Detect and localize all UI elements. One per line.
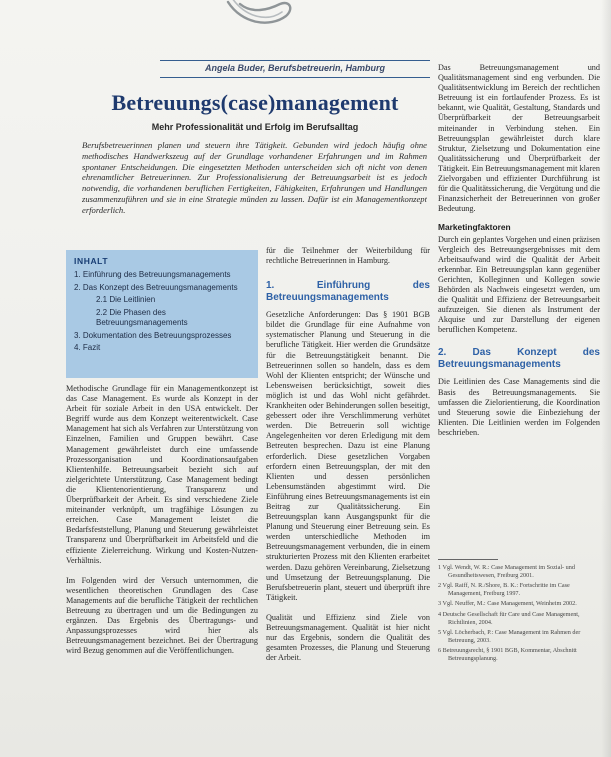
column-left [66, 384, 258, 752]
paperclip-icon [222, 0, 296, 34]
footnotes [438, 564, 598, 666]
footnote: 6 Betreuungsrecht, § 1901 BGB, Kommentar, Abschnitt Betreuungsplanung. [438, 647, 577, 662]
subsection-body: Durch ein geplantes Vorgehen und einen präzisen Vergleich des Betreuungsergebnisses mit dem Arbeitsaufwand wird die Qualität der Arbeit erkennbar. Ein Betreuungsplan kann gegenüber Gerichten, Kolleginnen und Kollegen sowie Behörden als Nachweis eingesetzt werden, um die Qualität und Effizienz der Betreuungsarbeit aufzuzeigen. Sie dienen als Instrument der Akquise und zur Darstellung der eigenen beruflichen Kompetenz. [438, 234, 600, 335]
toc-item: 4. Fazit [74, 343, 101, 352]
toc-item: 3. Dokumentation des Betreuungsprozesses [74, 330, 232, 340]
footnote: 4 Deutsche Gesellschaft für Care und Case Management, Richtlinien, 2004. [438, 610, 580, 626]
column-right-intro: Das Betreuungsmanagement und Qualitätsmanagement sind eng verbunden. Die Qualitätsentwicklung im Bereich der rechtlichen Betreuung ist ein fortlaufender Prozess. Es ist bekannt, wie Qualität, Gestaltung, Standards und Überprüfbarkeit der Betreuungsarbeit miteinander in Verbindung stehen. Ein Betreuungsplan gewährleistet durch klare Struktur, Zielsetzung und Dokumentation eine Qualitätssicherung und Überprüfbarkeit der Tätigkeit. Ein Betreuungsmanagement mit klaren Zielvorgaben und effizienter Durchführung ist für die Qualitätssicherung, die Vergütung und die Finanzsicherheit der Betreuerinnen von großer Bedeutung. [438, 63, 600, 214]
table-of-contents [66, 250, 258, 378]
article-subtitle: Mehr Professionalität und Erfolg im Berufsalltag [151, 122, 359, 132]
section-body: Die Leitlinien des Case Managements sind die Basis des Betreuungsmanagements. Sie umfassen die Zielorientierung, die Koordination und Steuerung sowie die Einbeziehung der Klienten. Die Leitlinien werden im Folgenden beschrieben. [438, 377, 600, 437]
section-body: Gesetzliche Anforderungen: Das § 1901 BGB bildet die Grundlage für eine Aufnahme von systematischer Planung und Steuerung in die berufliche Tätigkeit. Hier werden die Grundsätze für die Betreuungstätigkeit benannt. Die Betreuerinnen sollen so handeln, dass es dem Wohl der Klienten entspricht; der Wünsche und Lebensweisen berücksichtigt, soweit dies möglich ist und das Wohl nicht gefährdet. Krankheiten oder Behinderungen sollen beseitigt, gebessert oder ihre Verschlimmerung verhütet werden. Die Betreuerin soll wichtige Angelegenheiten vor deren Erledigung mit dem Betreuten besprechen. Dazu ist eine Planung erforderlich. Diese gesetzlichen Vorgaben erfordern einen Betreuungsplan, der mit den Klienten und dessen persönlichen Lebensumständen abgestimmt wird. Die Einführung eines Betreuungsmanagements ist ein Beitrag zur Qualitätssicherung. Ein Betreuungsplan kann Ausgangspunkt für die Planung und Steuerung einer Betreuung sein. Es werden unterschiedliche Methoden im Betreuungsmanagement verbunden, die in einem strukturierten Prozess mit den Klienten erarbeitet werden. Dazu gehören Vereinbarung, Zielsetzung und Umsetzung der Betreuungsplanung. Die Berufsbetreuerin plant, steuert und überprüft ihre Tätigkeit. Qualität und Effizienz sind Ziele von Betreuungsmanagement. Qualität ist hier nicht nur das Ergebnis, sondern die Qualität des gesamten Prozesses, die Planung und Steuerung der Arbeit. [266, 310, 430, 663]
toc-heading: INHALT [74, 256, 109, 266]
column-middle-intro: für die Teilnehmer der Weiterbildung für rechtliche Betreuerinnen in Hamburg. [266, 246, 430, 266]
subsection-heading: Marketingfaktoren [438, 222, 511, 233]
article-title: Betreuungs(case)management [111, 90, 399, 115]
footnote: 5 Vgl. Löcherbach, P.: Case Management im Rahmen der Betreuung, 2003. [438, 629, 581, 644]
column-left-text: Methodische Grundlage für ein Managementkonzept ist das Case Management. Es wurde als Konzept in der Arbeit für soziale Arbeit in den USA entwickelt. Der Begriff wurde aus dem Konzept weiterentwickelt. Case Management hat sich als Verfahren zur Unterstützung von Einzelnen, Familien und Gruppen bewährt. Case Management gewährleistet durch eine umfassende Prozessorganisation und Koordinationsaufgaben Klientenhilfe. Betreuungsarbeit bezieht sich auf zielgerichtete Unterstützung. Case Management bedingt die Klientenorientierung, Transparenz und Überprüfbarkeit der Arbeit. Es sind verschiedene Ziele miteinander verknüpft, um tragfähige Lösungen zu erreichen. Case Management leistet die Bedarfsfeststellung, Planung und Steuerung gewährleistet Transparenz und Überprüfbarkeit im Arbeitsfeld und die effiziente Zielerreichung. Wirkung und Kosten-Nutzen-Verhältnis. Im Folgenden wird der Versuch unternommen, die wesentlichen theoretischen Grundlagen des Case Managements auf die berufliche Tätigkeit der rechtlichen Betreuung zu übertragen und um die Bedingungen zu ergänzen. Das Ergebnis des Übertragungs- und Anpassungsprozesses wird hier als Betreuungsmanagement bezeichnet. Bei der Übertragung wird Bezug genommen auf die Veröffentlichungen. [66, 384, 258, 656]
section-heading: 1. Einführung des Betreuungsmanagements [266, 280, 430, 304]
footnote: 3 Vgl. Neuffer, M.: Case Management, Weinheim 2002. [438, 600, 577, 608]
article-abstract: Berufsbetreuerinnen planen und steuern ihre Tätigkeit. Gebunden wird jedoch häufig ohne methodisches Handwerkszeug auf der Grundlage vorhandener Erfahrungen und im Rahmen spontaner Entscheidungen. Die eingesetzten Methoden unterscheiden sich oft nicht von denen ehrenamtlicher Betreuerinnen. Zur Professionalisierung der Betreuungsarbeit ist es jedoch notwendig, die vorhandenen beruflichen Fertigkeiten, Fähigkeiten, Erfahrungen und Handlungen zusammenzuführen und sie in eine Strategie münden zu lassen. Dafür ist ein Managementkonzept erforderlich. [82, 140, 427, 215]
header-rule-bottom [160, 77, 430, 78]
header-rule-top [160, 60, 430, 61]
toc-item: 1. Einführung des Betreuungsmanagements [74, 270, 231, 279]
footnote: 2 Vgl. Raiff, N. R./Shore, B. K.: Fortschritte im Case Management, Freiburg 1997. [438, 582, 570, 597]
column-middle [266, 246, 430, 752]
toc-subitem: 2.2 Die Phasen des Betreuungsmanagements [96, 307, 188, 327]
toc-subitem: 2.1 Die Leitlinien [96, 295, 156, 304]
footnote: 1 Vgl. Wendt, W. R.: Case Management im Sozial- und Gesundheitswesen, Freiburg 2001. [438, 564, 575, 579]
toc-item: 2. Das Konzept des Betreuungsmanagements [74, 282, 238, 292]
footnote-rule [438, 559, 498, 560]
page-edge-shadow [601, 0, 611, 757]
column-right [438, 63, 600, 553]
section-heading: 2. Das Konzept des Betreuungsmanagements [438, 347, 600, 371]
author-line: Angela Buder, Berufsbetreuerin, Hamburg [204, 63, 386, 73]
